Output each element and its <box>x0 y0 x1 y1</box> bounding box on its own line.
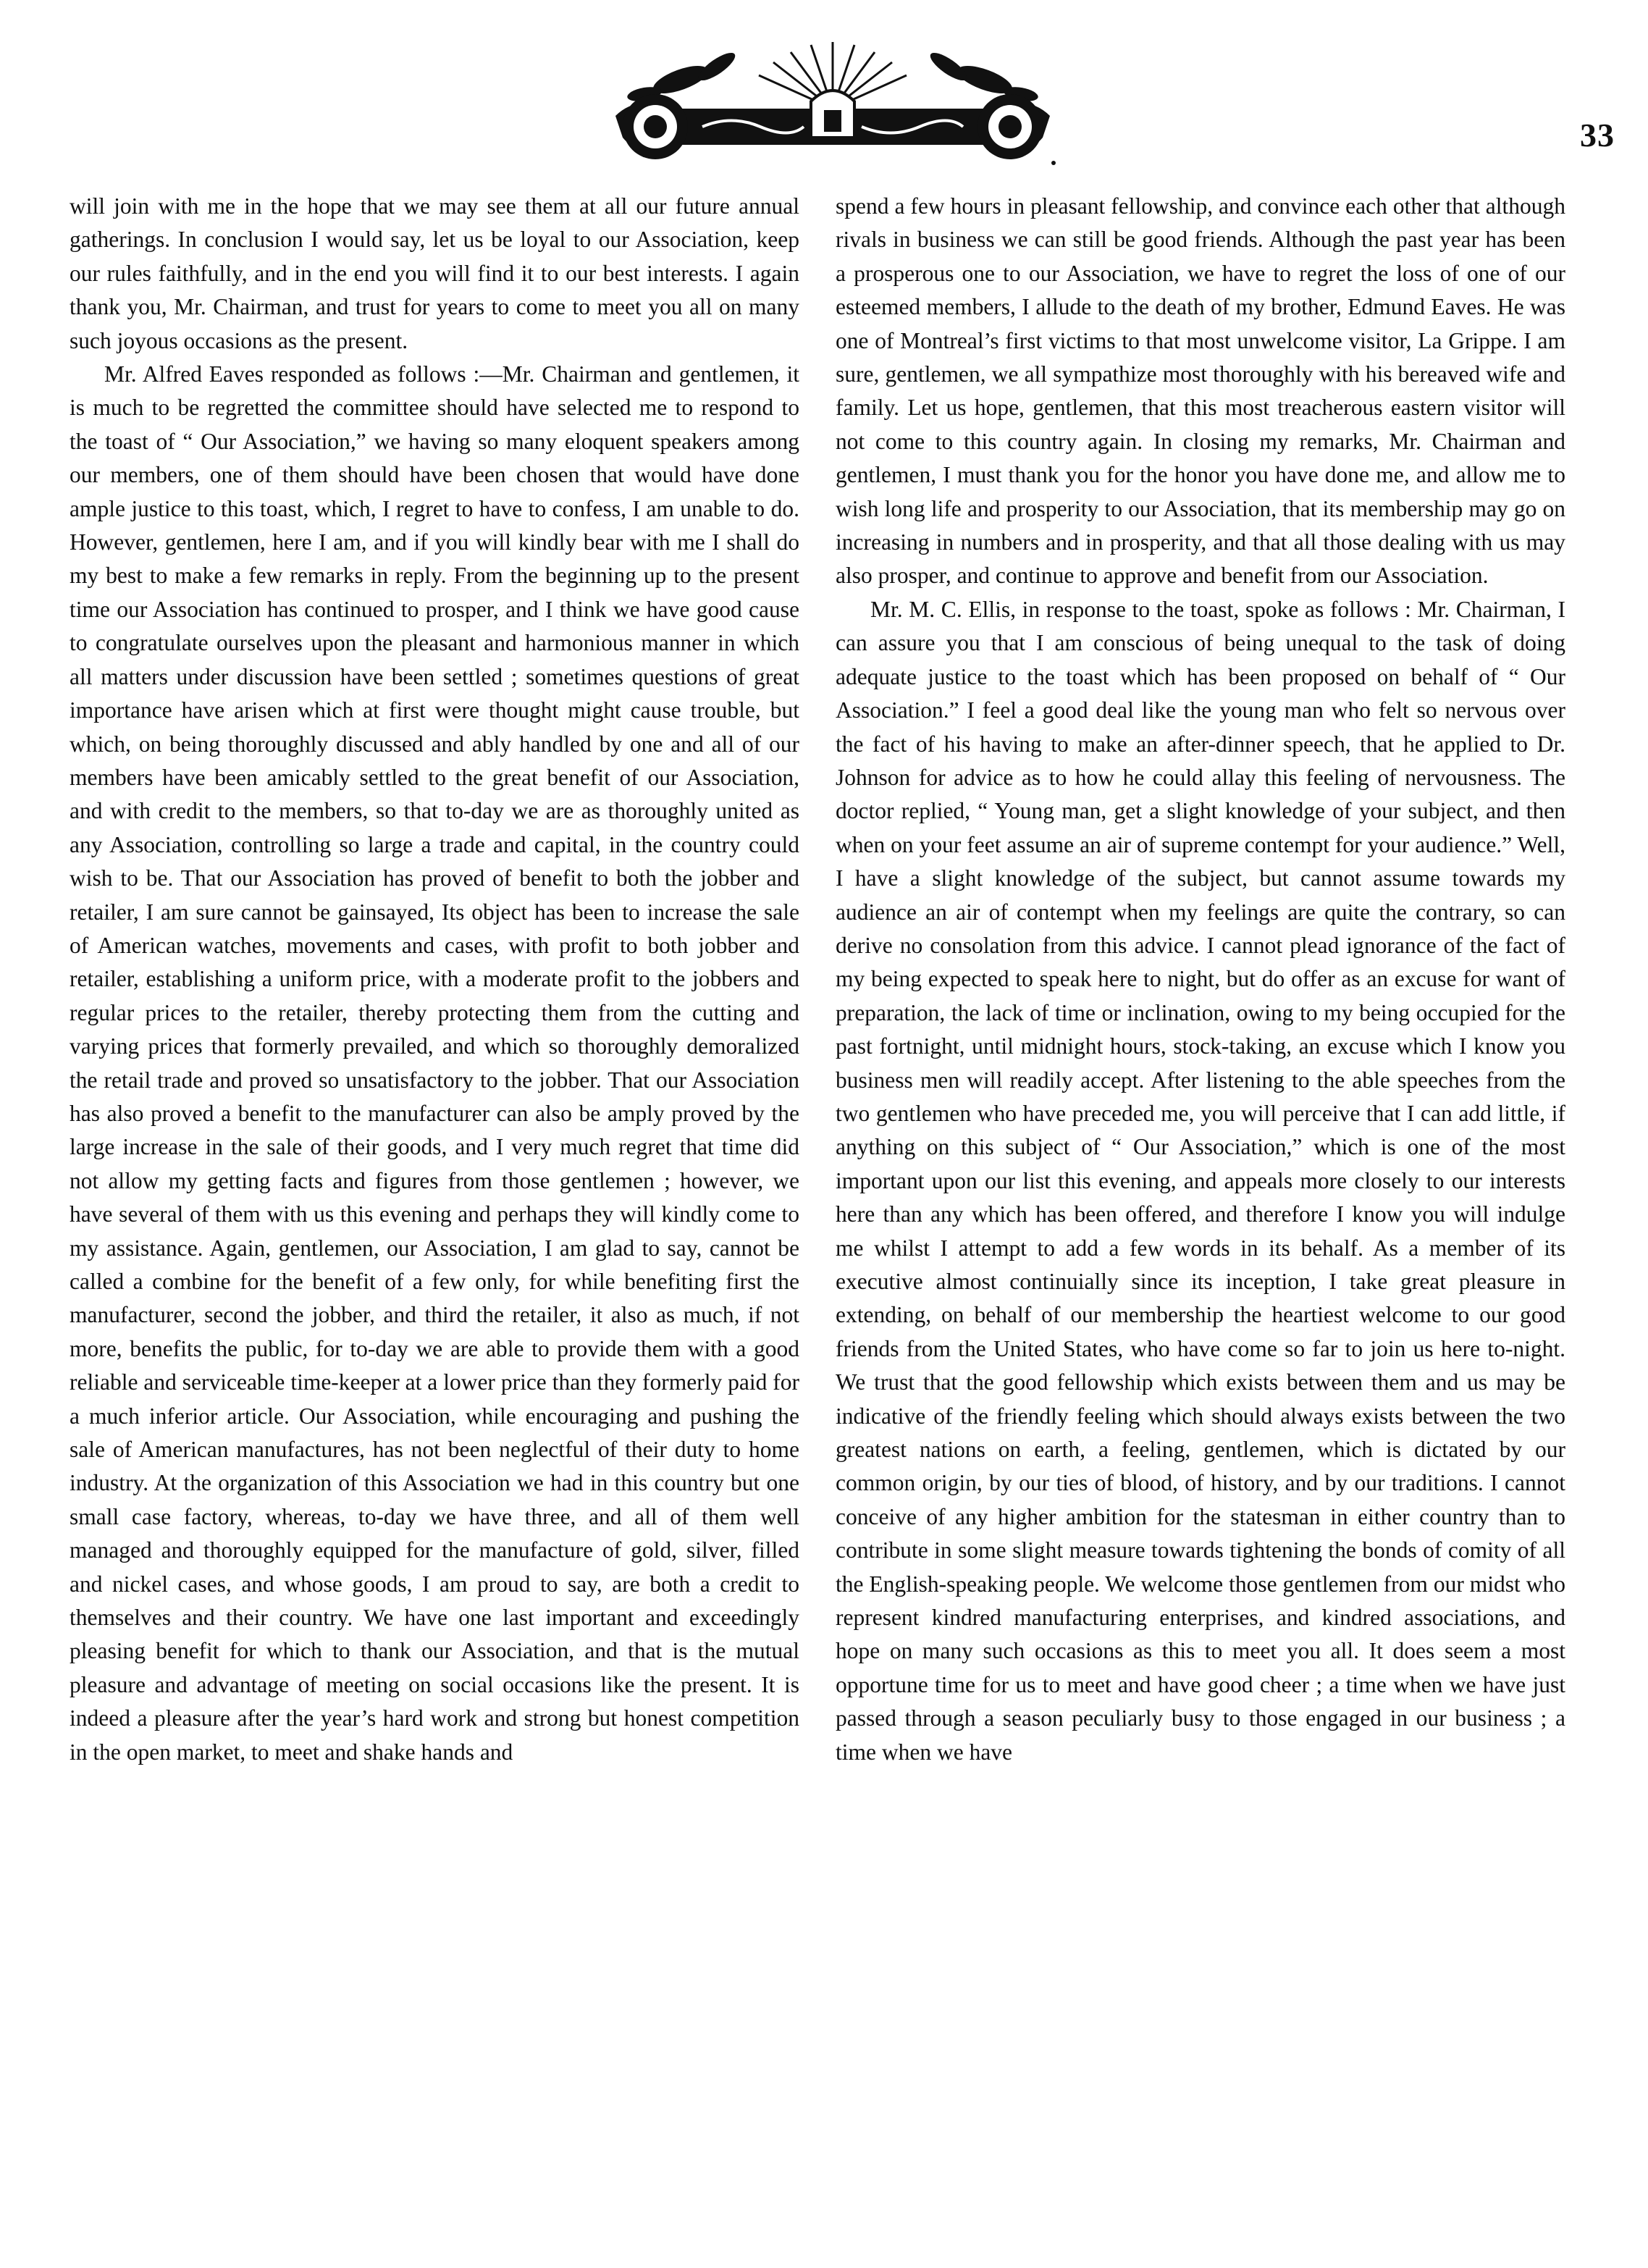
m-c-ellis-speech: Mr. M. C. Ellis, in response to the toast, spoke as follows : Mr. Chairman, I can assure you that I am conscious of being unequal to the task of doing adequate justice to the toast which has been proposed on behalf of “ Our Association.” I feel a good deal like the young man who felt so nervous over the fact of his having to make an after-dinner speech, that he applied to Dr. Johnson for advice as to how he could allay this feeling of nervousness. The doctor replied, “ Young man, get a slight knowledge of your subject, and then when on your feet assume an air of supreme contempt for your audience.” Well, I have a slight knowledge of the subject, but cannot assume towards my audience an air of contempt when my feelings are quite the contrary, so can derive no consolation from this advice. I cannot plead ignorance of the fact of my being expected to speak here to night, but do offer as an excuse for want of preparation, the lack of time or inclination, owing to my being occupied for the past fortnight, until midnight hours, stock-taking, an excuse which I know you business men will readily accept. After listening to the able speeches from the two gentlemen who have preceded me, you will perceive that I can add little, if anything on this subject of “ Our Association,” which is one of the most important upon our list this evening, and appeals more closely to our interests here than any which has been offered, and therefore I know you will indulge me whilst I attempt to add a few words in its behalf. As a member of its executive almost continuially since its inception, I take great pleasure in extending, on behalf of our membership the heartiest welcome to our good friends from the United States, who have come so far to join us here to-night. We trust that the good fellowship which exists between them and us may be indicative of the friendly feeling which should always exists between the two greatest nations on earth, a feeling, gentlemen, which is dictated by our common origin, by our ties of blood, of history, and by our traditions. I cannot conceive of any higher ambition for the statesman in either country than to contribute in some slight measure towards tightening the bonds of comity of all the English-speaking people. We welcome those gentlemen from our midst who represent kindred manufacturing enterprises, and kindred associations, and hope on many such occasions as this to meet you all. It does seem a most opportune time for us to meet and have good cheer ; a time when we have just passed through a season peculiarly busy to those engaged in our business ; a time when we have <box>836 596 1565 1765</box>
page-number: 33 <box>1580 117 1615 154</box>
decorative-masthead-icon <box>594 29 1072 167</box>
left-column <box>70 190 799 2254</box>
left-paragraph-1: will join with me in the hope that we may see them at all our future annual gatherings. In conclusion I would say, let us be loyal to our Association, keep our rules faithfully, and in the end you will find it to our best interests. I again thank you, Mr. Chairman, and trust for years to come to meet you all on many such joyous occasions as the present. <box>70 193 799 353</box>
alfred-eaves-speech: Mr. Alfred Eaves responded as follows :—Mr. Chairman and gentlemen, it is much to be regretted the committee should have selected me to respond to the toast of “ Our Association,” we having so many eloquent speakers among our members, one of them should have been chosen that would have done ample justice to this toast, which, I regret to have to confess, I am unable to do. However, gentlemen, here I am, and if you will kindly bear with me I shall do my best to make a few remarks in reply. From the beginning up to the present time our Association has continued to prosper, and I think we have good cause to congratulate ourselves upon the pleasant and harmonious manner in which all matters under discussion have been settled ; sometimes questions of great importance have arisen which at first were thought might cause trouble, but which, on being thoroughly discussed and ably handled by one and all of our members have been amicably settled to the great benefit of our Association, and with credit to the members, so that to-day we are as thoroughly united as any Association, controlling so large a trade and capital, in the country could wish to be. That our Association has proved of benefit to both the jobber and retailer, I am sure cannot be gainsayed, Its object has been to increase the sale of American watches, movements and cases, with profit to both jobber and retailer, establishing a uniform price, with a moderate profit to the jobbers and regular prices to the retailer, thereby protecting them from the cutting and varying prices that formerly prevailed, and which so thoroughly demoralized the retail trade and proved so unsatisfactory to the jobber. That our Association has also proved a benefit to the manufacturer can also be amply proved by the large increase in the sale of their goods, and I very much regret that time did not allow my getting facts and figures from those gentlemen ; however, we have several of them with us this evening and perhaps they will kindly come to my assistance. Again, gentlemen, our Association, I am glad to say, cannot be called a combine for the benefit of a few only, for while benefiting first the manufacturer, second the jobber, and third the retailer, it also as much, if not more, benefits the public, for to-day we are able to provide them with a good reliable and serviceable time-keeper at a lower price than they formerly paid for a much inferior article. Our Association, while encouraging and pushing the sale of American manufactures, has not been neglectful of their duty to home industry. At the organization of this Association we had in this country but one small case factory, whereas, to-day we have three, and all of them well managed and thoroughly equipped for the manufacture of gold, silver, filled and nickel cases, and whose goods, I am proud to say, are both a credit to themselves and their country. We have one last important and exceedingly pleasing benefit for which to thank our Association, and that is the mutual pleasure and advantage of meeting on social occasions like the present. It is indeed a pleasure after the year’s hard work and strong but honest competition in the open market, to meet and shake hands and <box>70 361 799 1765</box>
right-column <box>836 190 1565 2254</box>
right-paragraph-1: spend a few hours in pleasant fellowship, and convince each other that although rivals in business we can still be good friends. Although the past year has been a prosperous one to our Association, we have to regret the loss of one of our esteemed members, I allude to the death of my brother, Edmund Eaves. He was one of Montreal’s first victims to that most unwelcome visitor, La Grippe. I am sure, gentlemen, we all sympathize most thoroughly with his bereaved wife and family. Let us hope, gentlemen, that this most treacherous eastern visitor will not come to this country again. In closing my remarks, Mr. Chairman and gentlemen, I must thank you for the honor you have done me, and allow me to wish long life and prosperity to our Association, that its membership may go on increasing in numbers and in prosperity, and that all those dealing with us may also prosper, and continue to approve and benefit from our Association. <box>836 193 1565 589</box>
